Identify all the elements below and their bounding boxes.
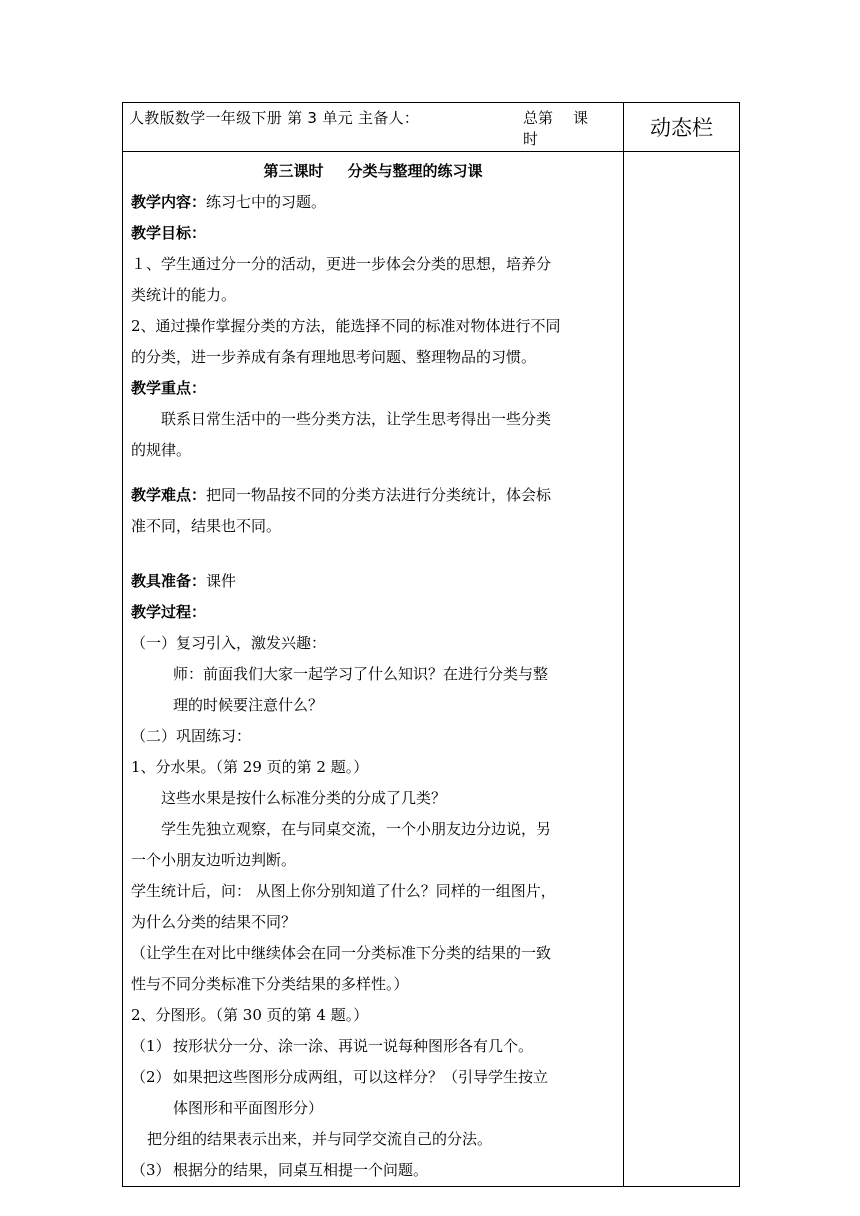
exercise-2-heading: 2、分图形。（第 30 页的第 4 题。） [131, 1006, 369, 1024]
key-points-line-2: 的规律。 [131, 441, 192, 459]
header-row [123, 103, 740, 152]
exercise-2-item-2-line-1: （2） 如果把这些图形分成两组，可以这样分？（引导学生按立 [131, 1068, 549, 1086]
lesson-content-cell [123, 152, 624, 1187]
step-1-heading: （一）复习引入，激发兴趣： [131, 634, 327, 652]
goal-1-line-2: 类统计的能力。 [131, 286, 237, 304]
step-2-heading: （二）巩固练习： [131, 727, 252, 745]
lesson-title: 第三课时 分类与整理的练习课 [263, 162, 483, 180]
exercise-1-followup-line-1: 学生统计后，问： 从图上你分别知道了什么？同样的一组图片， [131, 882, 556, 900]
dynamic-column-cell [624, 152, 740, 1187]
exercise-2-item-2-line-2: 体图形和平面图形分） [173, 1099, 324, 1117]
step-1-line-1: 师：前面我们大家一起学习了什么知识？在进行分类与整 [173, 665, 549, 683]
exercise-1-answer-line-2: 一个小朋友边听边判断。 [131, 851, 297, 869]
goal-2-line-2: 的分类，进一步养成有条有理地思考问题、整理物品的习惯。 [131, 348, 537, 366]
exercise-2-item-3: （3） 根据分的结果，同桌互相提一个问题。 [131, 1161, 429, 1179]
side-column-title: 动态栏 [650, 116, 713, 140]
total-label: 总第 [523, 109, 554, 127]
header-cell [123, 103, 624, 152]
key-points-heading: 教学重点： [131, 379, 207, 397]
exercise-1-heading: 1、分水果。（第 29 页的第 2 题。） [131, 758, 369, 776]
key-points-line-1: 联系日常生活中的一些分类方法，让学生思考得出一些分类 [161, 410, 552, 428]
exercise-1-note-line-2: 性与不同分类标准下分类结果的多样性。） [131, 975, 409, 993]
exercise-1-answer-line-1: 学生先独立观察，在与同桌交流，一个小朋友边分边说，另 [161, 820, 552, 838]
difficulty-line-2: 准不同，结果也不同。 [131, 517, 282, 535]
step-1-line-2: 理的时候要注意什么？ [173, 696, 324, 714]
exercise-2-item-1: （1） 按形状分一分、涂一涂、再说一说每种图形各有几个。 [131, 1037, 534, 1055]
body-row [123, 152, 740, 1187]
exercise-1-note-line-1: （让学生在对比中继续体会在同一分类标准下分类的结果的一致 [131, 944, 552, 962]
lesson-label: 课时 [523, 109, 589, 148]
difficulty-line-1: 教学难点：把同一物品按不同的分类方法进行分类统计，体会标 [131, 486, 552, 504]
goal-2-line-1: 2、通过操作掌握分类的方法，能选择不同的标准对物体进行不同 [131, 317, 561, 335]
exercise-1-followup-line-2: 为什么分类的结果不同？ [131, 913, 297, 931]
exercise-2-note: 把分组的结果表示出来，并与同学交流自己的分法。 [147, 1130, 493, 1148]
goal-1-line-1: １、学生通过分一分的活动，更进一步体会分类的思想，培养分 [131, 255, 552, 273]
goals-heading: 教学目标： [131, 224, 207, 242]
process-heading: 教学过程： [131, 603, 207, 621]
header-right-text [523, 107, 623, 149]
side-header-cell [624, 103, 740, 152]
teaching-content: 教学内容：练习七中的习题。 [131, 193, 327, 211]
tools: 教具准备：课件 [131, 572, 237, 590]
header-left-text: 人教版数学一年级下册 第 3 单元 主备人： [129, 109, 420, 127]
lesson-plan-table [122, 102, 740, 1187]
exercise-1-question: 这些水果是按什么标准分类的分成了几类？ [161, 789, 447, 807]
